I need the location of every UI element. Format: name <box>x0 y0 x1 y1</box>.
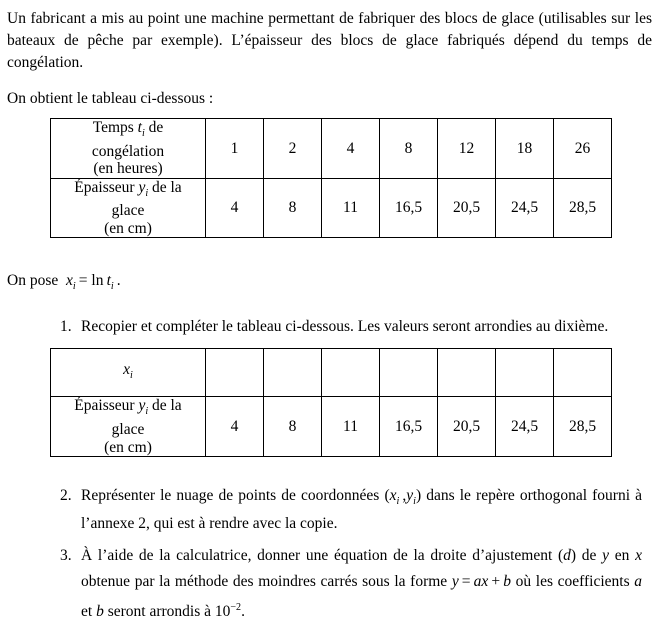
xi-empty-cell <box>438 349 496 397</box>
xi-empty-cell <box>206 349 264 397</box>
time-value-cell: 12 <box>438 119 496 179</box>
question-3-number: 3. <box>60 547 72 565</box>
thickness-value-cell: 28,5 <box>554 178 612 238</box>
thickness-row-header: Épaisseur $y_i$ de la glace (en cm) <box>51 178 206 238</box>
thickness-value-cell: 20,5 <box>438 397 496 457</box>
xi-row <box>51 349 612 397</box>
pose-statement: On pose $x_i = \ln t_i$ . <box>7 272 121 293</box>
thickness-value-cell: 8 <box>264 397 322 457</box>
time-value-cell: 8 <box>380 119 438 179</box>
question-1-number: 1. <box>60 318 72 336</box>
thickness-value-cell: 4 <box>206 178 264 238</box>
thickness-value-cell: 8 <box>264 178 322 238</box>
time-value-cell: 18 <box>496 119 554 179</box>
question-3 <box>60 543 642 625</box>
xi-row-header: $x_i$ <box>51 349 206 397</box>
xi-empty-cell <box>554 349 612 397</box>
question-3-text: À l’aide de la calculatrice, donner une équation de la droite d’ajustement (d) de y en x obtenue par la méthode des moindres carrés sous la forme y = ax + b où les coefficients a et b seront arrondis à $10^{-2}$. <box>81 547 642 621</box>
thickness-value-cell: 28,5 <box>554 397 612 457</box>
table-lead-in-text: On obtient le tableau ci-dessous : <box>7 90 214 107</box>
thickness-value-cell: 11 <box>322 397 380 457</box>
xi-empty-cell <box>322 349 380 397</box>
thickness-value-cell: 16,5 <box>380 397 438 457</box>
time-row-header: Temps $t_i$ de congélation (en heures) <box>51 119 206 179</box>
question-2-number: 2. <box>60 487 72 505</box>
xi-empty-cell <box>380 349 438 397</box>
time-value-cell: 4 <box>322 119 380 179</box>
question-2-text: Représenter le nuage de points de coordonnées ($x_i$ $,y_i$) dans le repère orthogonal fourni à l’annexe 2, qui est à rendre avec la copie. <box>81 487 642 533</box>
thickness-value-cell: 16,5 <box>380 178 438 238</box>
thickness-value-cell: 24,5 <box>496 397 554 457</box>
intro-paragraph: Un fabricant a mis au point une machine permettant de fabriquer des blocs de glace (utilisables sur les bateaux de pêche par exemple). L’épaisseur des blocs de glace fabriqués dépend du temps de congélation. <box>7 10 652 71</box>
thickness-value-cell: 20,5 <box>438 178 496 238</box>
thickness-value-cell: 11 <box>322 178 380 238</box>
thickness-row <box>51 397 612 457</box>
thickness-value-cell: 24,5 <box>496 178 554 238</box>
ln-values-table <box>50 348 612 457</box>
time-row <box>51 119 612 179</box>
thickness-row-header: Épaisseur $y_i$ de la glace (en cm) <box>51 397 206 457</box>
time-value-cell: 1 <box>206 119 264 179</box>
time-value-cell: 2 <box>264 119 322 179</box>
xi-empty-cell <box>496 349 554 397</box>
time-value-cell: 26 <box>554 119 612 179</box>
question-1 <box>60 316 642 338</box>
question-2 <box>60 485 642 535</box>
thickness-row <box>51 178 612 238</box>
freezing-time-table <box>50 118 612 238</box>
thickness-value-cell: 4 <box>206 397 264 457</box>
question-1-text: Recopier et compléter le tableau ci-dessous. Les valeurs seront arrondies au dixième. <box>81 318 609 336</box>
xi-empty-cell <box>264 349 322 397</box>
